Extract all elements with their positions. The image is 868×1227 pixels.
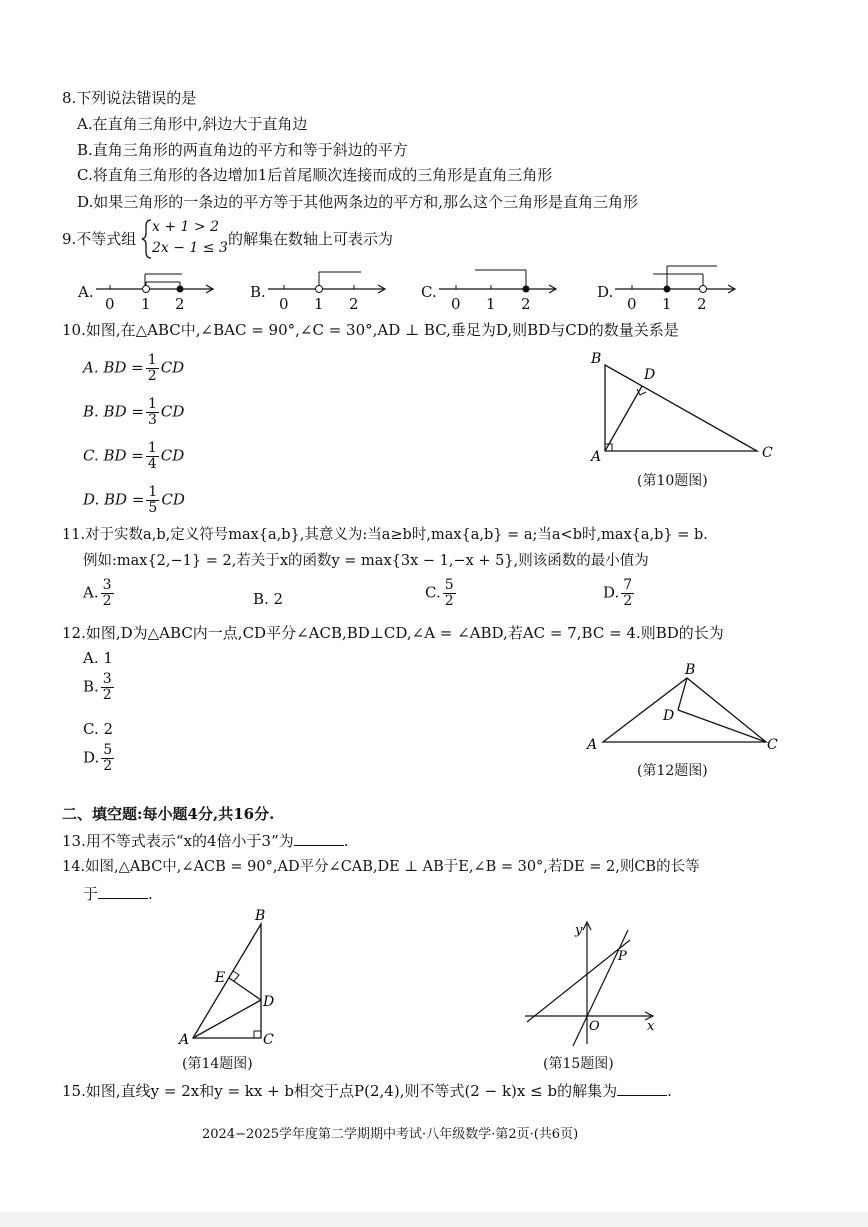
q12-stem: 12.如图,D为△ABC内一点,CD平分∠ACB,BD⊥CD,∠A = ∠ABD,若AC = 7,BC = 4.则BD的长为: [62, 624, 724, 642]
q12-option-d: D. $\frac{5}{2}$: [83, 742, 113, 774]
q10-figure: [585, 345, 785, 470]
q8-option-a: A.在直角三角形中,斜边大于直角边: [77, 115, 308, 133]
q11-option-d: D. $\frac{7}{2}$: [603, 577, 633, 609]
q9-label-b: B.: [250, 283, 266, 301]
q11-option-a: A. $\frac{3}{2}$: [83, 577, 112, 609]
q10-option-d: D. BD = $\frac{1}{5}$ CD: [83, 484, 185, 516]
q10-caption: (第10题图): [637, 473, 708, 489]
q14-point-e: E: [215, 970, 226, 986]
q14-figure: [175, 902, 285, 1052]
q14-answer-blank: [98, 884, 148, 899]
q10-option-b: B. BD = $\frac{1}{3}$ CD: [83, 396, 185, 428]
section-2-heading: 二、填空题:每小题4分,共16分.: [62, 805, 275, 823]
q12-point-c: C: [767, 737, 778, 753]
q9-c-tick-2: 2: [521, 295, 531, 313]
q14-point-a: A: [179, 1032, 190, 1048]
q14-line2: 于 .: [83, 885, 153, 903]
q8-stem: 8.下列说法错误的是: [62, 89, 197, 107]
q9-c-tick-0: 0: [451, 295, 461, 313]
q14-line1: 14.如图,△ABC中,∠ACB = 90°,AD平分∠CAB,DE ⊥ AB于E,∠B = 30°,若DE = 2,则CB的长等: [62, 859, 700, 875]
q9-d-tick-2: 2: [697, 295, 707, 313]
q15-caption: (第15题图): [543, 1056, 614, 1072]
q9-label-a: A.: [78, 283, 94, 301]
q9-stem-suffix: 的解集在数轴上可表示为: [228, 230, 394, 248]
q12-caption: (第12题图): [637, 763, 708, 779]
q13-answer-blank: [294, 831, 344, 846]
q14-point-d: D: [263, 994, 275, 1010]
q12-figure: [583, 660, 783, 755]
q10-point-d: D: [644, 367, 656, 383]
q8-option-b: B.直角三角形的两直角边的平方和等于斜边的平方: [77, 141, 408, 159]
q10-option-a: A. BD = $\frac{1}{2}$ CD: [83, 352, 185, 384]
q10-point-c: C: [762, 445, 773, 461]
q14-point-c: C: [263, 1032, 274, 1048]
q9-a-tick-0: 0: [105, 295, 115, 313]
q9-b-tick-0: 0: [279, 295, 289, 313]
q8-option-c: C.将直角三角形的各边增加1后首尾顺次连接而成的三角形是直角三角形: [77, 166, 553, 184]
q12-option-c: C. 2: [83, 720, 114, 738]
q12-option-b: B. $\frac{3}{2}$: [83, 671, 112, 703]
q9-b-tick-2: 2: [349, 295, 359, 313]
q12-point-b: B: [685, 662, 696, 678]
q13-text: 13.用不等式表示“x的4倍小于3”为 .: [62, 832, 349, 850]
q11-line1: 11.对于实数a,b,定义符号max{a,b},其意义为:当a≥b时,max{a,b} = a;当a<b时,max{a,b} = b.: [62, 527, 708, 543]
q9-inequality-1: x + 1 > 2: [152, 219, 219, 235]
q10-option-c: C. BD = $\frac{1}{4}$ CD: [83, 440, 185, 472]
q14-caption: (第14题图): [182, 1056, 253, 1072]
q9-b-tick-1: 1: [314, 295, 324, 313]
q11-line2: 例如:max{2,−1} = 2,若关于x的函数y = max{3x − 1,−x + 5},则该函数的最小值为: [83, 553, 649, 569]
q9-a-tick-1: 1: [141, 295, 151, 313]
q9-d-tick-0: 0: [627, 295, 637, 313]
q10-point-a: A: [591, 449, 602, 465]
q15-figure: [515, 918, 665, 1048]
q15-point-p: P: [618, 949, 627, 964]
q15-text: 15.如图,直线y = 2x和y = kx + b相交于点P(2,4),则不等式(2 − k)x ≤ b的解集为 .: [62, 1082, 672, 1100]
q9-label-d: D.: [597, 283, 614, 301]
bottom-strip: [0, 1212, 868, 1227]
q9-label-c: C.: [421, 283, 437, 301]
page-footer: 2024−2025学年度第二学期期中考试·八年级数学·第2页·(共6页): [202, 1127, 579, 1142]
q15-axis-y-label: y: [575, 923, 583, 938]
q12-option-a: A. 1: [83, 649, 113, 667]
q11-option-b: B. 2: [253, 590, 284, 608]
q9-stem-prefix: 9.不等式组: [62, 230, 137, 248]
q14-point-b: B: [255, 908, 266, 924]
q12-point-a: A: [587, 737, 598, 753]
q9-a-tick-2: 2: [175, 295, 185, 313]
q8-option-d: D.如果三角形的一条边的平方等于其他两条边的平方和,那么这个三角形是直角三角形: [77, 193, 639, 211]
q10-stem: 10.如图,在△ABC中,∠BAC = 90°,∠C = 30°,AD ⊥ BC,垂足为D,则BD与CD的数量关系是: [62, 321, 679, 339]
q9-inequality-2: 2x − 1 ≤ 3: [152, 240, 228, 256]
q9-c-tick-1: 1: [486, 295, 496, 313]
q12-point-d: D: [663, 708, 675, 724]
q9-d-tick-1: 1: [662, 295, 672, 313]
q15-origin-label: O: [589, 1019, 600, 1034]
q15-answer-blank: [617, 1081, 667, 1096]
q10-point-b: B: [591, 351, 602, 367]
q11-option-c: C. $\frac{5}{2}$: [425, 577, 454, 609]
q15-axis-x-label: x: [647, 1019, 655, 1034]
